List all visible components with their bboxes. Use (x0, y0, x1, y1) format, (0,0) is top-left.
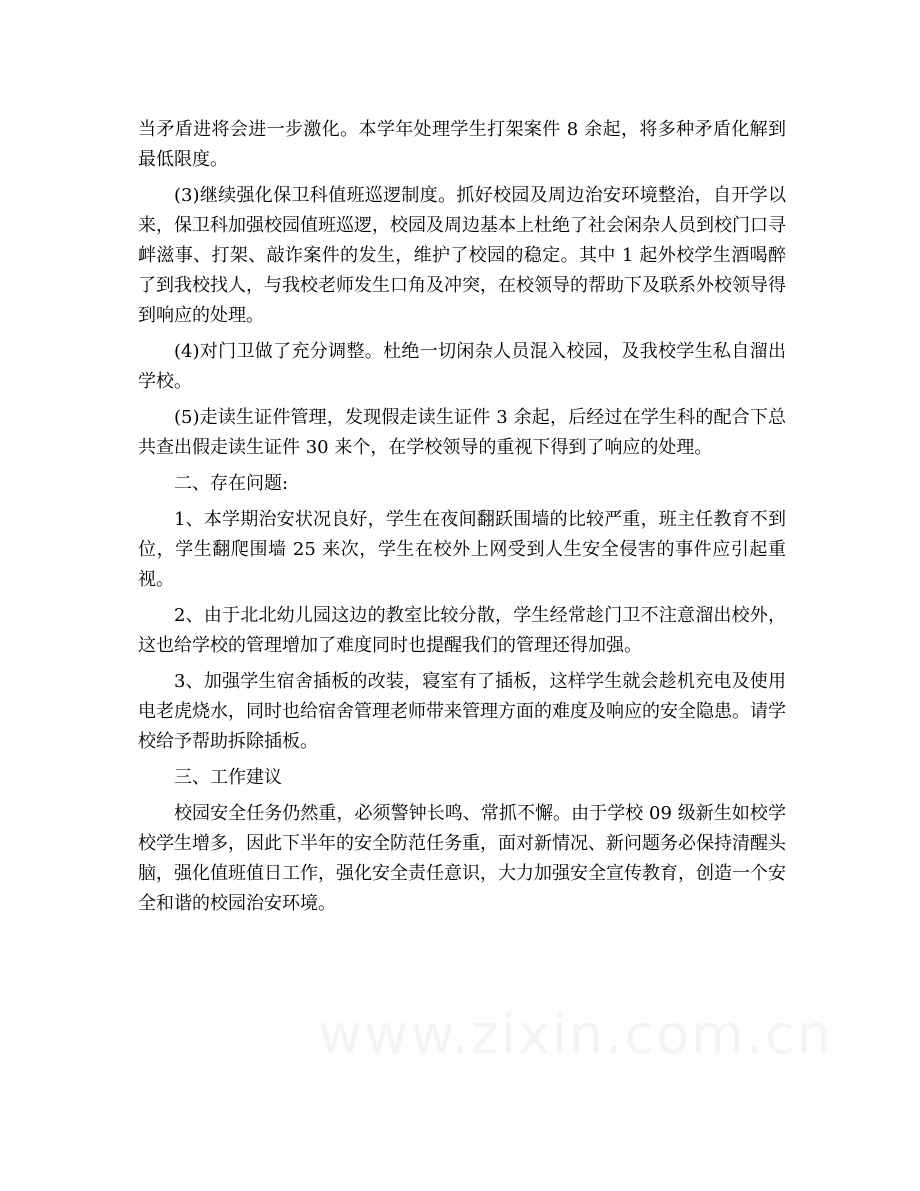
document-body (138, 115, 786, 925)
paragraph-suggestion: 校园安全任务仍然重，必须警钟长鸣、常抓不懈。由于学校 09 级新生如校学校学生增多，因此下半年的安全防范任务重，面对新情况、新问题务必保持清醒头脑，强化值班值日工作，强化安全责任意识，大力加强安全宣传教育，创造一个安全和谐的校园治安环境。 (138, 803, 786, 914)
paragraph-problem-1: 1、本学期治安状况良好，学生在夜间翻跃围墙的比较严重，班主任教育不到位，学生翻爬围墙 25 来次，学生在校外上网受到人生安全侵害的事件应引起重视。 (138, 509, 786, 590)
paragraph-item-4-gatekeeper: (4)对门卫做了充分调整。杜绝一切闲杂人员混入校园，及我校学生私自溜出学校。 (138, 341, 786, 392)
section-heading-suggestions: 三、工作建议 (174, 767, 282, 788)
watermark: www.zixin.com.cn (318, 1003, 833, 1066)
paragraph-item-5-day-student-pass: (5)走读生证件管理，发现假走读生证件 3 余起，后经过在学生科的配合下总共查出假走读生证件 30 来个，在学校领导的重视下得到了响应的处理。 (138, 407, 786, 458)
paragraph-problem-3: 3、加强学生宿舍插板的改装，寝室有了插板，这样学生就会趁机充电及使用电老虎烧水，同时也给宿舍管理老师带来管理方面的难度及响应的安全隐患。请学校给予帮助拆除插板。 (138, 671, 786, 752)
paragraph-problem-2: 2、由于北北幼儿园这边的教室比较分散，学生经常趁门卫不注意溜出校外，这也给学校的管理增加了难度同时也提醒我们的管理还得加强。 (138, 605, 786, 656)
section-heading-problems: 二、存在问题: (174, 473, 289, 494)
paragraph-continuation: 当矛盾进将会进一步激化。本学年处理学生打架案件 8 余起，将多种矛盾化解到最低限度。 (138, 119, 786, 170)
paragraph-item-3-patrol: (3)继续强化保卫科值班巡逻制度。抓好校园及周边治安环境整治，自开学以来，保卫科加强校园值班巡逻，校园及周边基本上杜绝了社会闲杂人员到校门口寻衅滋事、打架、敲诈案件的发生，维护了校园的稳定。其中 1 起外校学生酒喝醉了到我校找人，与我校老师发生口角及冲突，在校领导的帮助下及联系外校领导得到响应的处理。 (138, 185, 786, 326)
